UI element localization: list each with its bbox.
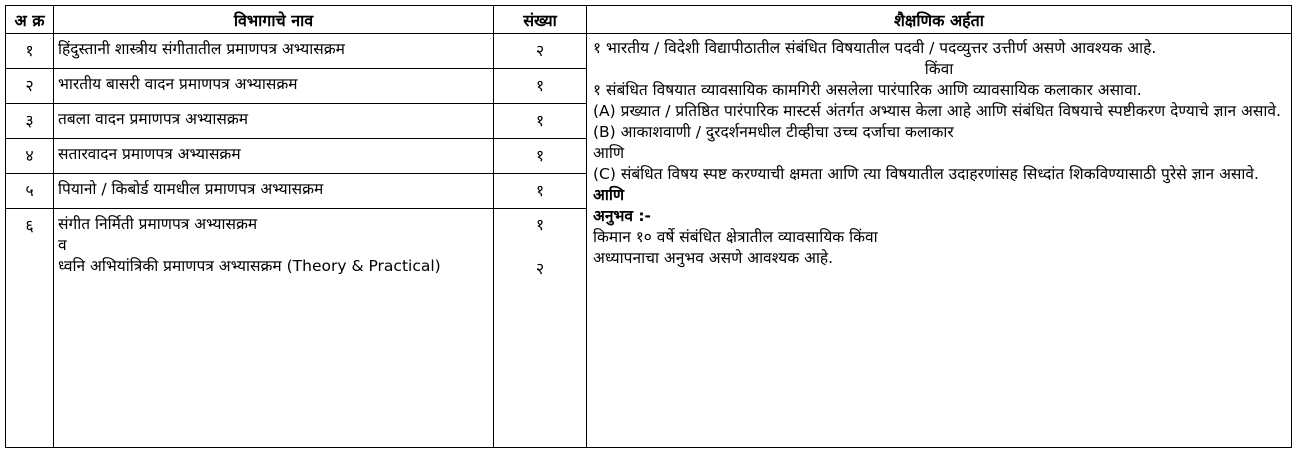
serial-number: २ <box>25 76 34 95</box>
serial-number: ३ <box>25 111 34 130</box>
department-line: ध्वनि अभियांत्रिकी प्रमाणपत्र अभ्यासक्रम (Theory & Practical) <box>58 257 441 275</box>
header-count: संख्या <box>494 6 587 34</box>
experience-line: अध्यापनाचा अनुभव असणे आवश्यक आहे. <box>593 249 834 267</box>
post-count: २ <box>535 259 545 278</box>
experience-line: किमान १० वर्षे संबंधित क्षेत्रातील व्यावसायिक किंवा <box>593 228 878 246</box>
serial-number: ६ <box>25 216 34 235</box>
and-separator-bold: आणि <box>593 186 625 204</box>
post-count: १ <box>535 146 545 165</box>
post-count: २ <box>535 41 545 60</box>
qualification-a: (A) प्रख्यात / प्रतिष्ठित पारंपारिक मास्टर्स अंतर्गत अभ्यास केला आहे आणि संबंधित विषयाचे स्पष्टीकरण देण्याचे ज्ञान असावे. <box>593 102 1281 120</box>
header-row <box>6 6 1292 34</box>
post-count: १ <box>535 111 545 130</box>
post-count: १ <box>535 76 545 95</box>
department-name: भारतीय बासरी वादन प्रमाणपत्र अभ्यासक्रम <box>54 69 494 104</box>
header-qualification: शैक्षणिक अर्हता <box>587 6 1292 34</box>
serial-number: ५ <box>25 181 34 200</box>
table-row <box>6 34 1292 69</box>
conjunction: व <box>58 236 67 254</box>
department-name-combined <box>54 209 494 448</box>
post-count: १ <box>535 215 545 234</box>
qualification-table <box>5 5 1292 448</box>
qualification-artist: १ संबंधित विषयात व्यावसायिक कामगिरी असलेला पारंपारिक आणि व्यावसायिक कलाकार असावा. <box>593 81 1142 99</box>
qualification-c: (C) संबंधित विषय स्पष्ट करण्याची क्षमता आणि त्या विषयातील उदाहरणांसह सिध्दांत शिकविण्यासाठी पुरेसे ज्ञान असावे. <box>593 165 1259 183</box>
qualification-b: (B) आकाशवाणी / दुरदर्शनमधील टीव्हीचा उच्च दर्जाचा कलाकार <box>593 123 954 141</box>
header-department: विभागाचे नाव <box>54 6 494 34</box>
or-separator: किंवा <box>924 60 954 78</box>
department-name: हिंदुस्तानी शास्त्रीय संगीतातील प्रमाणपत्र अभ्यासक्रम <box>54 34 494 69</box>
department-name: सतारवादन प्रमाणपत्र अभ्यासक्रम <box>54 139 494 174</box>
experience-heading: अनुभव :- <box>593 207 651 225</box>
header-serial: अ क्र <box>6 6 54 34</box>
department-name: पियानो / किबोर्ड यामधील प्रमाणपत्र अभ्यासक्रम <box>54 174 494 209</box>
and-separator: आणि <box>593 144 625 162</box>
qualification-cell <box>587 34 1292 448</box>
qualification-degree: १ भारतीय / विदेशी विद्यापीठातील संबंधित विषयातील पदवी / पदव्युत्तर उत्तीर्ण असणे आवश्यक आहे. <box>593 39 1157 57</box>
department-line: संगीत निर्मिती प्रमाणपत्र अभ्यासक्रम <box>58 215 258 233</box>
serial-number: १ <box>25 41 34 60</box>
serial-number: ४ <box>25 146 34 165</box>
post-count: १ <box>535 181 545 200</box>
department-name: तबला वादन प्रमाणपत्र अभ्यासक्रम <box>54 104 494 139</box>
